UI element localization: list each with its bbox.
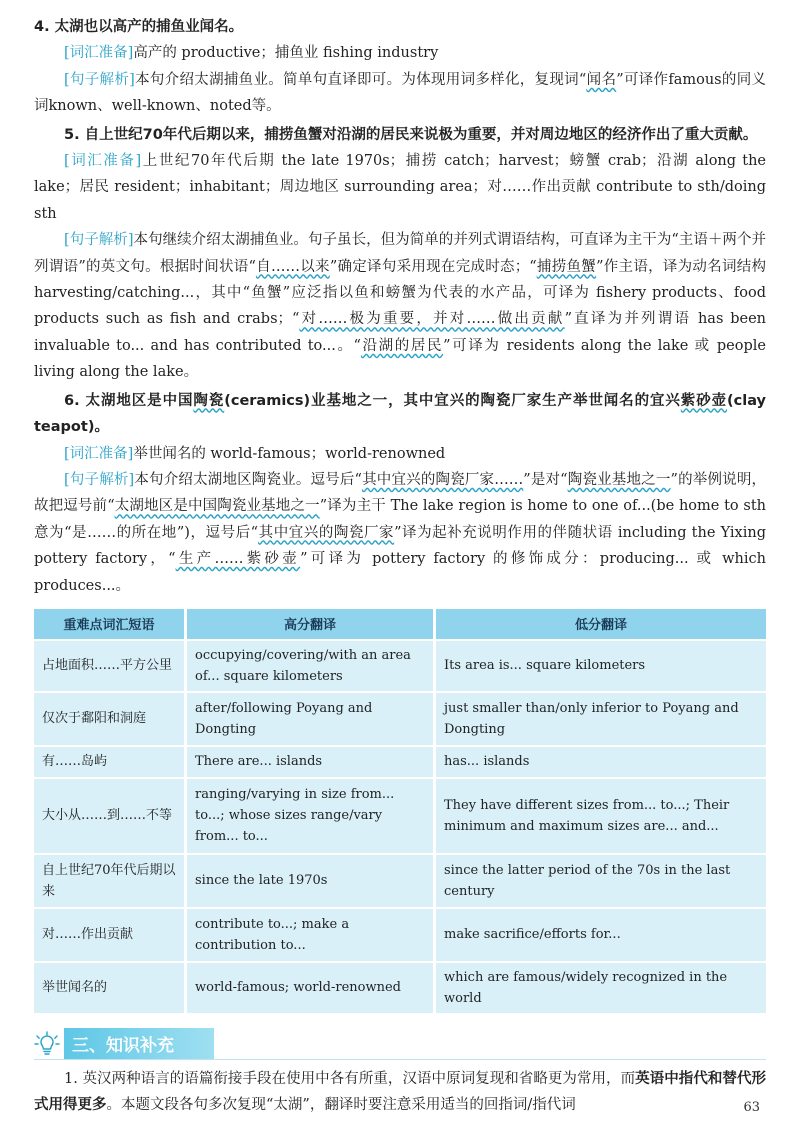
- table-row: [34, 909, 766, 961]
- analysis-text: ”可译作famous的同义词known、well-known、noted等。: [34, 71, 766, 115]
- analysis-text: ”直译为并列谓语 has been invaluable to... and has contributed to...。“: [34, 311, 766, 354]
- paragraph-text: 。本题文段各句多次复现“太湖”，翻译时要注意采用适当的回指词/指代词: [106, 1097, 576, 1114]
- vocab-tag: [词汇准备]: [64, 45, 134, 62]
- analysis-text: 本句介绍太湖地区陶瓷业。逗号后“: [134, 471, 362, 488]
- table-row: [34, 855, 766, 907]
- analysis-text: ”可译为 residents along the lake 或 people living along the lake。: [34, 337, 766, 381]
- analysis-text: 本句介绍太湖捕鱼业。简单句直译即可。为体现用词多样化，复现词“: [134, 71, 587, 88]
- table-cell: 有……岛屿: [34, 747, 184, 777]
- wavy-underlined-text: 陶瓷业基地之一: [567, 471, 671, 488]
- analysis-tag: [句子解析]: [64, 71, 135, 88]
- vocab-tag: [词汇准备]: [64, 153, 142, 170]
- bold-text: 英语中指代和替代形式用得更多: [34, 1070, 766, 1114]
- table-cell: world-famous; world-renowned: [184, 963, 436, 1013]
- table-row: [34, 693, 766, 745]
- analysis-text: ”译为起补充说明作用的伴随状语 including the Yixing pottery factory，“: [34, 524, 766, 568]
- table-cell: 举世闻名的: [34, 963, 184, 1013]
- page-content: [34, 14, 766, 1119]
- section-title: 三、知识补充: [64, 1028, 214, 1059]
- wavy-underlined-text: 闻名: [586, 71, 617, 88]
- wavy-underlined-text: 沿湖的居民: [360, 337, 444, 354]
- wavy-underlined-text: 捕捞鱼蟹: [536, 258, 597, 275]
- table-cell: make sacrifice/efforts for...: [436, 909, 766, 961]
- heading-text: (clay teapot)。: [34, 392, 766, 436]
- analysis-text: ”作主语，译为动名词结构 harvesting/catching...，其中“鱼蟹”应泛指以鱼和螃蟹为代表的水产品，可译为 fishery products、food products such as fish and crabs；“: [34, 258, 767, 328]
- wavy-underlined-text: 对……极为重要，并对……做出贡献: [299, 311, 565, 328]
- table-header: 重难点词汇短语: [34, 609, 184, 639]
- table-cell: ranging/varying in size from... to...; whose sizes range/vary from... to...: [184, 779, 436, 853]
- sentence-6-heading: [34, 388, 766, 441]
- wavy-underlined-text: 生产……紫砂壶: [175, 551, 301, 568]
- table-header-row: [34, 609, 766, 639]
- table-cell: There are... islands: [184, 747, 436, 777]
- table-cell: since the late 1970s: [184, 855, 436, 907]
- vocabulary-table: [34, 607, 766, 1015]
- table-cell: has... islands: [436, 747, 766, 777]
- heading-text: 6. 太湖地区是中国: [64, 392, 194, 409]
- analysis-text: ”是对“: [523, 471, 568, 488]
- table-cell: 仅次于鄱阳和洞庭: [34, 693, 184, 745]
- vocab-text: 高产的 productive；捕鱼业 fishing industry: [133, 45, 439, 62]
- sentence-4-vocab: [34, 40, 766, 66]
- sentence-5-vocab: [34, 148, 766, 227]
- analysis-tag: [句子解析]: [64, 232, 134, 249]
- vocab-text: 上世纪70年代后期 the late 1970s；捕捞 catch；harvest；螃蟹 crab；沿湖 along the lake；居民 resident；inhabitant；周边地区 surrounding area；对……作出贡献 contribute to sth/doing sth: [34, 153, 766, 222]
- table-row: [34, 641, 766, 691]
- table-header: 低分翻译: [436, 609, 766, 639]
- wavy-underlined-text: 其中宜兴的陶瓷厂家: [258, 524, 395, 541]
- section-heading: [34, 1029, 766, 1060]
- sentence-4-heading: 4. 太湖也以高产的捕鱼业闻名。: [34, 19, 244, 35]
- sentence-6-analysis: [34, 467, 766, 599]
- wavy-underlined-text: 其中宜兴的陶瓷厂家……: [361, 471, 524, 488]
- wavy-underlined-text: 太湖地区是中国陶瓷业基地之一: [114, 498, 320, 515]
- table-row: [34, 747, 766, 777]
- wavy-underlined-text: 自……以来: [255, 258, 330, 275]
- table-cell: 占地面积……平方公里: [34, 641, 184, 691]
- analysis-text: ”确定译句采用现在完成时态；“: [329, 258, 537, 275]
- analysis-text: ”可译为 pottery factory 的修饰成分：producing... 或 which produces...。: [34, 551, 766, 594]
- table-cell: 大小从……到……不等: [34, 779, 184, 853]
- table-row: [34, 963, 766, 1013]
- analysis-tag: [句子解析]: [64, 471, 135, 488]
- analysis-text: 本句继续介绍太湖捕鱼业。句子虽长，但为简单的并列式谓语结构，可直译为主干为“主语＋两个并列谓语”的英文句。根据时间状语“: [34, 232, 766, 275]
- table-cell: 对……作出贡献: [34, 909, 184, 961]
- wavy-underlined-text: 紫砂壶: [680, 392, 728, 409]
- table-cell: occupying/covering/with an area of... square kilometers: [184, 641, 436, 691]
- table-header: 高分翻译: [184, 609, 436, 639]
- section-3-paragraph: [34, 1066, 766, 1119]
- table-row: [34, 779, 766, 853]
- table-cell: 自上世纪70年代后期以来: [34, 855, 184, 907]
- table-cell: after/following Poyang and Dongting: [184, 693, 436, 745]
- sentence-6-vocab: [34, 441, 766, 467]
- table-cell: They have different sizes from... to...; Their minimum and maximum sizes are... and...: [436, 779, 766, 853]
- table-cell: Its area is... square kilometers: [436, 641, 766, 691]
- sentence-5-heading: 5. 自上世纪70年代后期以来，捕捞鱼蟹对沿湖的居民来说极为重要，并对周边地区的经济作出了重大贡献。: [64, 126, 758, 143]
- vocab-tag: [词汇准备]: [64, 445, 134, 462]
- analysis-text: ”的举例说明，故把逗号前“: [34, 471, 766, 515]
- paragraph-text: 1. 英汉两种语言的语篇衔接手段在使用中各有所重，汉语中原词复现和省略更为常用，而: [64, 1070, 636, 1087]
- wavy-underlined-text: 陶瓷: [193, 392, 225, 409]
- table-cell: since the latter period of the 70s in the last century: [436, 855, 766, 907]
- sentence-5-analysis: [34, 227, 766, 385]
- heading-text: (ceramics)业基地之一，其中宜兴的陶瓷厂家生产举世闻名的宜兴: [224, 392, 681, 409]
- vocab-text: 举世闻名的 world-famous；world-renowned: [133, 445, 446, 462]
- analysis-text: ”译为主干 The lake region is home to one of...(be home to sth 意为“是……的所在地”)，逗号后“: [34, 498, 767, 541]
- table-cell: just smaller than/only inferior to Poyang and Dongting: [436, 693, 766, 745]
- table-cell: contribute to...; make a contribution to...: [184, 909, 436, 961]
- page-number: 63: [743, 1100, 760, 1115]
- table-cell: which are famous/widely recognized in the world: [436, 963, 766, 1013]
- sentence-4-analysis: [34, 67, 766, 120]
- lightbulb-icon: [34, 1031, 60, 1057]
